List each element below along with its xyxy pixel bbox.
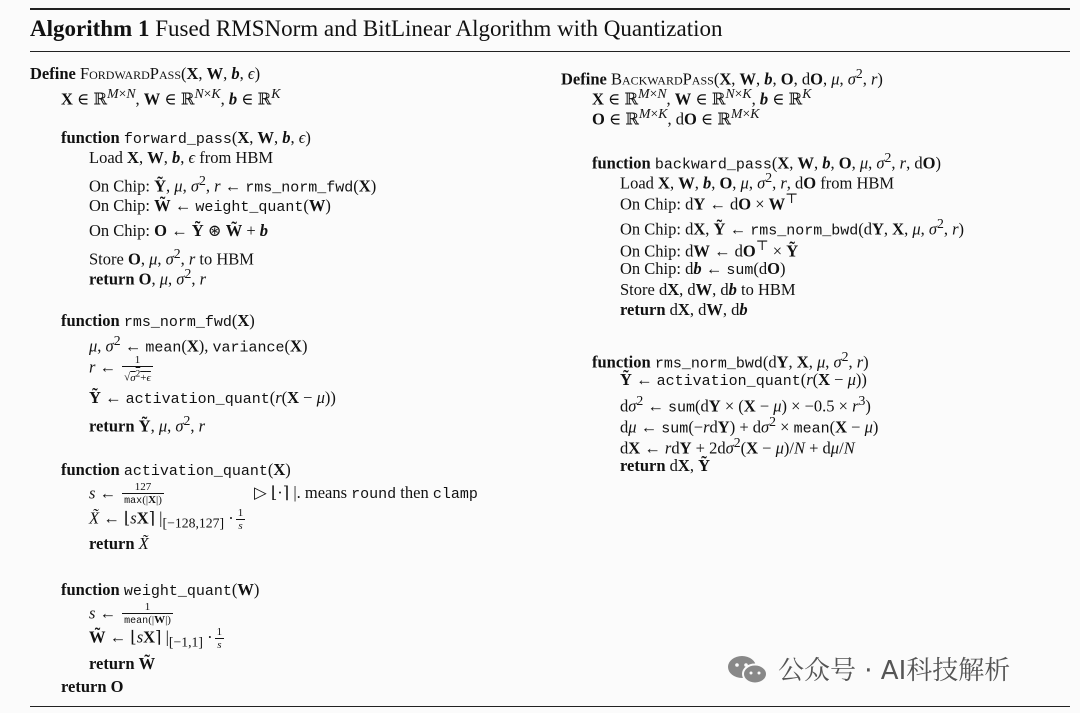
right-line-1: X ∈ ℝ$^{M\times N}$, W ∈ ℝ$^{N\times K}$, b ∈ ℝ$^K$ xyxy=(592,86,812,109)
left-line-10: μ, $\sigma^2$ ← mean(X), variance(X) xyxy=(89,333,308,357)
left-line-0: Define FordwardPass(X, W, b, ϵ) xyxy=(30,64,261,83)
left-line-19: s ← $\frac{1}{\text{mean(|W|)}}$ xyxy=(89,601,171,627)
right-line-5: On Chip: dY ← dO × W⊤ xyxy=(620,191,799,214)
algorithm-caption: Fused RMSNorm and BitLinear Algorithm with Quantization xyxy=(155,16,723,41)
left-line-9: function rms_norm_fwd(X) xyxy=(61,311,255,331)
left-line-14: function activation_quant(X) xyxy=(61,460,291,480)
right-line-3: function backward_pass(X, W, b, O, μ, $\sigma^2$, r, dO) xyxy=(592,150,941,174)
right-line-12: Ỹ ← activation_quant(r(X − μ)) xyxy=(620,370,867,390)
left-line-11: r ← $\frac{1}{√\sigma^2+\epsilon}$ xyxy=(89,354,151,384)
right-line-14: dμ ← $sum(-rdY) + d\sigma^2$ × mean(X − μ) xyxy=(620,414,879,438)
left-line-18: function weight_quant(W) xyxy=(61,580,260,600)
right-line-7: On Chip: dW ← dO⊤ × Ỹ xyxy=(620,238,799,261)
left-line-15: s ← $\frac{127}{\max(|X|)}$ ▷ ⌊·⌉ |. means round then clamp xyxy=(89,481,478,507)
right-line-8: On Chip: db ← sum(dO) xyxy=(620,259,786,279)
right-line-0: Define BackwardPass(X, W, b, O, dO, μ, $\sigma^2$, r) xyxy=(561,66,883,89)
left-line-13: return Ỹ, μ, $\sigma^2$, r xyxy=(89,413,206,436)
wechat-icon xyxy=(726,654,770,686)
left-line-6: On Chip: O ← Ỹ ⊛ W̃ + b xyxy=(89,221,268,240)
watermark-text: 公众号 · AI科技解析 xyxy=(778,656,1011,686)
right-line-11: function rms_norm_bwd(dY, X, μ, $\sigma^2$, r) xyxy=(592,349,869,373)
left-line-12: Ỹ ← activation_quant(r(X − μ)) xyxy=(89,388,336,408)
algorithm-label: Algorithm 1 xyxy=(30,16,150,41)
left-line-21: return W̃ xyxy=(89,654,156,673)
left-line-2: function forward_pass(X, W, b, ϵ) xyxy=(61,128,311,148)
right-line-15: dX ← rdY + $2d\sigma^2(X - \mu)/N + d\mu/N$ xyxy=(620,435,855,458)
left-line-1: X ∈ ℝ$^{M\times N}$, W ∈ ℝ$^{N\times K}$, b ∈ ℝ$^K$ xyxy=(61,86,281,109)
right-line-16: return dX, Ỹ xyxy=(620,456,710,475)
left-line-8: return O, μ, $\sigma^2$, r xyxy=(89,266,206,289)
right-line-10: return dX, dW, db xyxy=(620,300,748,319)
right-line-6: On Chip: dX, Ỹ ← rms_norm_bwd(dY, X, μ, $\sigma^2$, r) xyxy=(620,216,965,240)
right-line-4: Load X, W, b, O, μ, $\sigma^2$, r, dO from HBM xyxy=(620,170,895,193)
left-line-17: return X̃ xyxy=(89,534,149,553)
left-line-22: return O xyxy=(61,677,124,696)
algorithm-title xyxy=(30,16,723,42)
bottom-rule xyxy=(30,706,1070,707)
left-line-20: W̃ ← ⌊sX⌉ $|_{[-1,1]}$ · $\frac{1}{s}$ xyxy=(89,626,223,651)
left-line-7: Store O, μ, $\sigma^2$, r to HBM xyxy=(89,246,254,269)
right-line-13: $d\sigma^2$ ← $sum(dY \times (X - \mu) \times -0.5 \times r^3)$ xyxy=(620,393,871,417)
top-rule xyxy=(30,8,1070,10)
left-line-4: On Chip: Ỹ, μ, $\sigma^2$, r ← rms_norm_fwd(X) xyxy=(89,173,377,197)
left-line-3: Load X, W, b, ϵ from HBM xyxy=(89,148,274,167)
right-line-2: O ∈ ℝ$^{M\times K}$, dO ∈ ℝ$^{M\times K}$ xyxy=(592,106,760,129)
right-line-9: Store dX, dW, db to HBM xyxy=(620,280,796,299)
left-line-5: On Chip: W̃ ← weight_quant(W) xyxy=(89,196,331,216)
title-rule xyxy=(30,51,1070,52)
left-line-16: X̃ ← ⌊sX⌉ $|_{[-128,127]}$ · $\frac{1}{s}$ xyxy=(89,507,244,532)
